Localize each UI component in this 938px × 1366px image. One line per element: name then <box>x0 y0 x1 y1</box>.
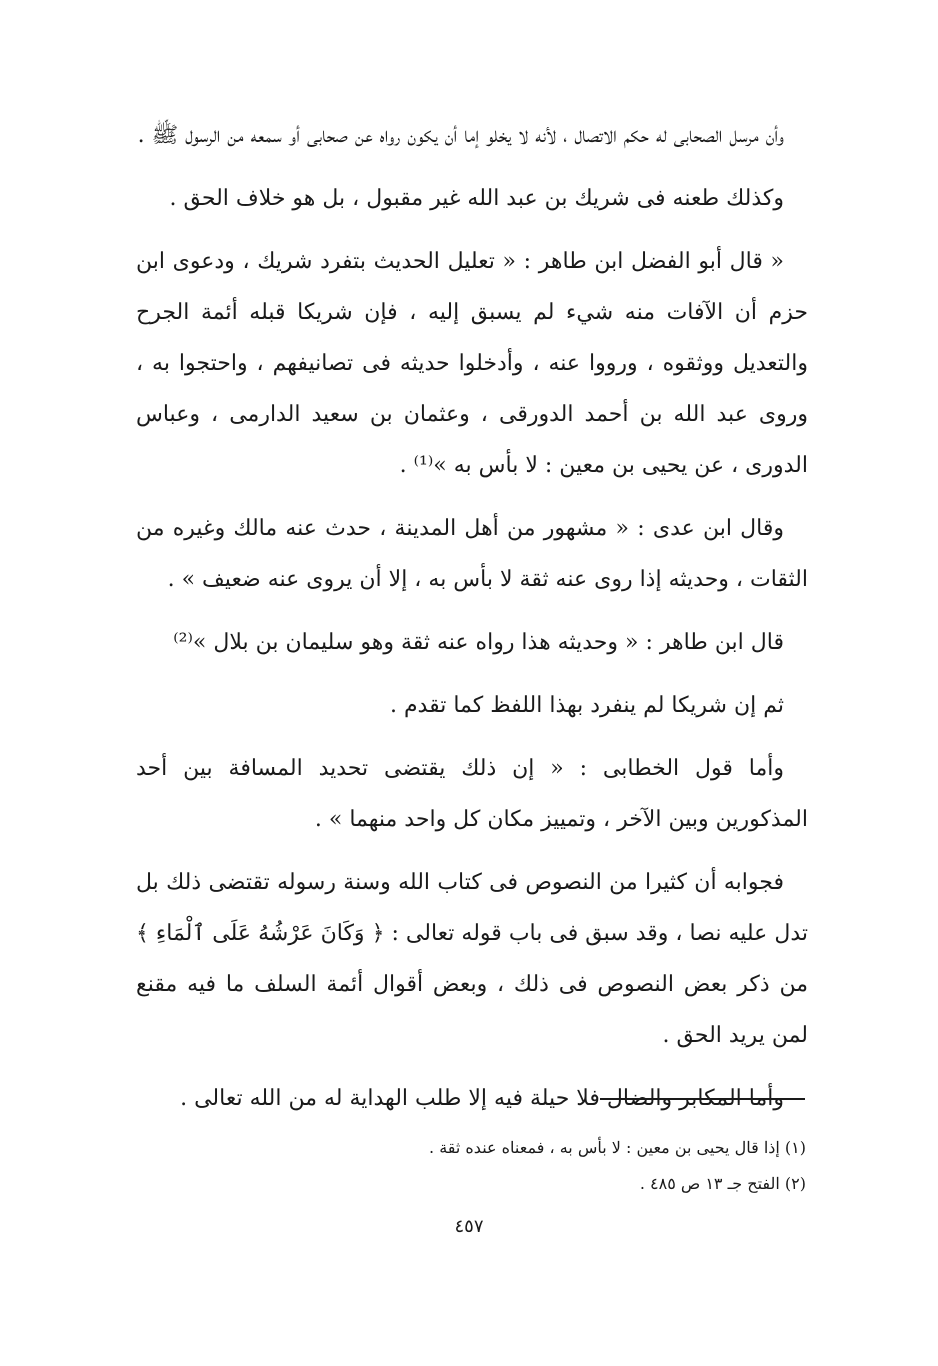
footnotes <box>300 1130 806 1202</box>
paragraph-1: وأن مرسل الصحابى له حكم الاتصال ، لأنه لا يخلو إما أن يكون رواه عن صحابى أو سمعه من الرسول ﷺ . <box>137 123 784 148</box>
paragraph-3: « قال أبو الفضل ابن طاهر : « تعليل الحديث بتفرد شريك ، ودعوى ابن حزم أن الآفات منه شيء لم يسبق إليه ، فإن شريكا قبله أئمة الجرح والتعديل ووثقوه ، ورووا عنه ، وأدخلوا حديثه فى تصانيفهم ، واحتجوا به ، وروى عبد الله بن أحمد الدورقى ، وعثمان بن سعيد الدارمى ، وعباس الدورى ، عن يحيى بن معين : لا بأس به »⁽¹⁾ . <box>136 249 808 478</box>
paragraph-4: وقال ابن عدى : « مشهور من أهل المدينة ، حدث عنه مالك وغيره من الثقات ، وحديثه إذا روى عنه ثقة لا بأس به ، إلا أن يروى عنه ضعيف » . <box>136 516 808 592</box>
paragraph-7: وأما قول الخطابى : « إن ذلك يقتضى تحديد المسافة بين أحد المذكورين وبين الآخر ، وتمييز مكان كل واحد منهما » . <box>136 756 808 832</box>
footnote-1: (١) إذا قال يحيى بن معين : لا بأس به ، فمعناه عنده ثقة . <box>429 1138 806 1157</box>
main-text-body <box>136 110 808 1136</box>
paragraph-6: ثم إن شريكا لم ينفرد بهذا اللفظ كما تقدم . <box>389 693 784 718</box>
paragraph-5: قال ابن طاهر : « وحديثه هذا رواه عنه ثقة وهو سليمان بن بلال »⁽²⁾ <box>173 630 784 655</box>
paragraph-2: وكذلك طعنه فى شريك بن عبد الله غير مقبول ، بل هو خلاف الحق . <box>169 186 784 211</box>
paragraph-9: وأما المكابر والضال فلا حيلة فيه إلا طلب الهداية له من الله تعالى . <box>180 1086 784 1111</box>
footnote-divider <box>600 1098 805 1100</box>
paragraph-8: فجوابه أن كثيرا من النصوص فى كتاب الله وسنة رسوله تقتضى ذلك بل تدل عليه نصا ، وقد سبق فى باب قوله تعالى : ﴿ وَكَانَ عَرْشُهُ عَلَى ٱلْمَاءِ ﴾ من ذكر بعض النصوص فى ذلك ، وبعض أقوال أئمة السلف ما فيه مقنع لمن يريد الحق . <box>136 870 808 1048</box>
page-number: ٤٥٧ <box>454 1216 484 1237</box>
footnote-2: (٢) الفتح جـ ١٣ ص ٤٨٥ . <box>639 1174 806 1193</box>
